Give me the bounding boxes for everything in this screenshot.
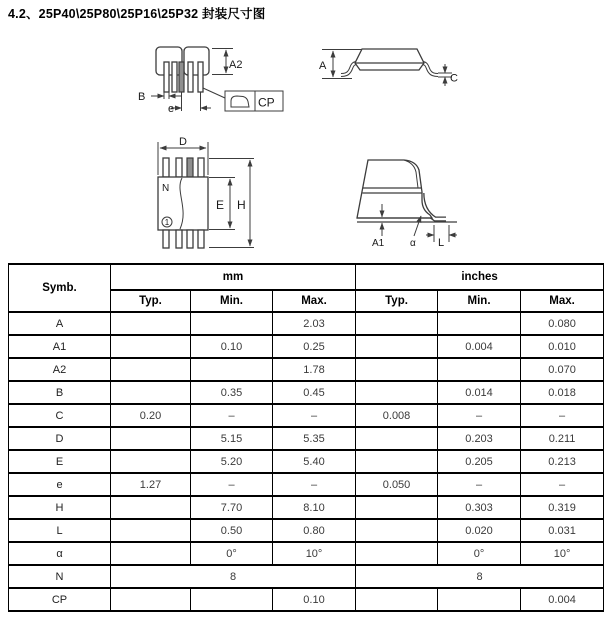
dim-label-l: L bbox=[438, 237, 445, 249]
lead-pin bbox=[163, 158, 169, 177]
value-cell: 0.213 bbox=[521, 450, 604, 473]
value-cell: 8.10 bbox=[273, 496, 356, 519]
value-cell bbox=[111, 358, 191, 381]
value-cell bbox=[356, 427, 438, 450]
symbol-cell: D bbox=[9, 427, 111, 450]
pin-end-view-drawing bbox=[125, 38, 290, 118]
value-cell: 5.20 bbox=[191, 450, 273, 473]
value-cell bbox=[111, 312, 191, 335]
header-max-inches: Max. bbox=[521, 290, 604, 312]
value-cell bbox=[191, 312, 273, 335]
side-view-drawing bbox=[305, 38, 460, 100]
lead-pin bbox=[188, 62, 193, 92]
table-row bbox=[9, 496, 604, 519]
value-cell: 0° bbox=[191, 542, 273, 565]
dim-label-c: C bbox=[450, 72, 458, 85]
value-cell bbox=[356, 312, 438, 335]
header-symb: Symb. bbox=[9, 264, 111, 312]
value-cell: 5.35 bbox=[273, 427, 356, 450]
dim-label-alpha: α bbox=[410, 238, 416, 249]
value-cell: – bbox=[521, 404, 604, 427]
symbol-cell: E bbox=[9, 450, 111, 473]
value-cell: 0.070 bbox=[521, 358, 604, 381]
dimension-table-header bbox=[9, 264, 604, 312]
section-title: 4.2、25P40\25P80\25P16\25P32 封装尺寸图 bbox=[8, 7, 266, 21]
symbol-cell: CP bbox=[9, 588, 111, 611]
value-cell bbox=[111, 519, 191, 542]
value-cell: 0.50 bbox=[191, 519, 273, 542]
value-cell: 0.010 bbox=[521, 335, 604, 358]
header-max-mm: Max. bbox=[273, 290, 356, 312]
symbol-cell: α bbox=[9, 542, 111, 565]
value-cell: 0.10 bbox=[273, 588, 356, 611]
value-cell: 0° bbox=[438, 542, 521, 565]
lead-pin-shaded bbox=[179, 62, 184, 92]
symbol-cell: L bbox=[9, 519, 111, 542]
symbol-cell: H bbox=[9, 496, 111, 519]
value-cell: 5.15 bbox=[191, 427, 273, 450]
header-typ-inches: Typ. bbox=[356, 290, 438, 312]
value-cell bbox=[111, 427, 191, 450]
value-cell: 0.008 bbox=[356, 404, 438, 427]
value-cell: 0.018 bbox=[521, 381, 604, 404]
value-cell bbox=[356, 542, 438, 565]
value-cell: – bbox=[273, 473, 356, 496]
top-view-drawing bbox=[140, 125, 260, 255]
symbol-cell: A1 bbox=[9, 335, 111, 358]
lead-pin bbox=[198, 158, 204, 177]
value-cell: 0.004 bbox=[521, 588, 604, 611]
value-cell: – bbox=[521, 473, 604, 496]
value-cell bbox=[111, 496, 191, 519]
value-cell: 0.080 bbox=[521, 312, 604, 335]
table-row bbox=[9, 312, 604, 335]
value-cell bbox=[356, 450, 438, 473]
value-cell bbox=[111, 335, 191, 358]
dim-label-a2: A2 bbox=[229, 59, 243, 71]
dim-label-e: e bbox=[168, 103, 175, 115]
value-cell: – bbox=[438, 473, 521, 496]
value-cell: 0.80 bbox=[273, 519, 356, 542]
symbol-cell: C bbox=[9, 404, 111, 427]
lead-pin bbox=[187, 230, 193, 248]
value-cell: 2.03 bbox=[273, 312, 356, 335]
value-cell bbox=[111, 450, 191, 473]
lead-pin bbox=[198, 230, 204, 248]
dim-label-a1: A1 bbox=[372, 238, 385, 249]
table-row bbox=[9, 588, 604, 611]
value-cell bbox=[356, 381, 438, 404]
lead-pin bbox=[172, 62, 177, 92]
value-cell bbox=[191, 358, 273, 381]
header-min-inches: Min. bbox=[438, 290, 521, 312]
header-min-mm: Min. bbox=[191, 290, 273, 312]
value-cell: 10° bbox=[521, 542, 604, 565]
value-cell bbox=[356, 588, 438, 611]
table-row bbox=[9, 473, 604, 496]
table-row bbox=[9, 450, 604, 473]
value-cell: 0.004 bbox=[438, 335, 521, 358]
value-cell: – bbox=[191, 404, 273, 427]
value-cell bbox=[356, 496, 438, 519]
value-cell: 0.319 bbox=[521, 496, 604, 519]
header-mm: mm bbox=[111, 264, 356, 290]
seating-plane-symbol bbox=[231, 96, 249, 107]
table-row bbox=[9, 519, 604, 542]
value-cell: 0.211 bbox=[521, 427, 604, 450]
package-body bbox=[355, 49, 424, 70]
value-cell bbox=[356, 519, 438, 542]
pin-count-label: N bbox=[162, 183, 170, 194]
value-cell: 0.35 bbox=[191, 381, 273, 404]
value-cell: 5.40 bbox=[273, 450, 356, 473]
value-cell bbox=[356, 358, 438, 381]
lead-pin bbox=[176, 158, 182, 177]
value-cell: 0.10 bbox=[191, 335, 273, 358]
package-body bbox=[357, 160, 432, 218]
value-cell: – bbox=[191, 473, 273, 496]
value-cell: 0.45 bbox=[273, 381, 356, 404]
value-cell bbox=[438, 588, 521, 611]
value-cell-merged: 8 bbox=[356, 565, 604, 588]
table-row bbox=[9, 427, 604, 450]
symbol-cell: B bbox=[9, 381, 111, 404]
table-row bbox=[9, 335, 604, 358]
lead-detail-drawing bbox=[350, 148, 470, 262]
value-cell: 0.203 bbox=[438, 427, 521, 450]
value-cell: 1.78 bbox=[273, 358, 356, 381]
value-cell: 10° bbox=[273, 542, 356, 565]
symbol-cell: A bbox=[9, 312, 111, 335]
header-typ-mm: Typ. bbox=[111, 290, 191, 312]
value-cell: 7.70 bbox=[191, 496, 273, 519]
dim-label-h: H bbox=[237, 198, 246, 212]
dim-label-d: D bbox=[179, 136, 187, 148]
value-cell: – bbox=[438, 404, 521, 427]
value-cell bbox=[191, 588, 273, 611]
dim-label-a: A bbox=[319, 60, 327, 72]
value-cell: 0.20 bbox=[111, 404, 191, 427]
value-cell bbox=[356, 335, 438, 358]
value-cell bbox=[111, 588, 191, 611]
table-row bbox=[9, 381, 604, 404]
value-cell bbox=[438, 358, 521, 381]
pin1-label: 1 bbox=[164, 218, 170, 227]
value-cell: 0.020 bbox=[438, 519, 521, 542]
value-cell: – bbox=[273, 404, 356, 427]
lead-pin bbox=[163, 230, 169, 248]
lead-pin bbox=[176, 230, 182, 248]
symbol-cell: e bbox=[9, 473, 111, 496]
table-row bbox=[9, 542, 604, 565]
dim-label-cp: CP bbox=[258, 95, 275, 110]
value-cell bbox=[111, 381, 191, 404]
value-cell: 0.050 bbox=[356, 473, 438, 496]
value-cell: 1.27 bbox=[111, 473, 191, 496]
lead-pin bbox=[164, 62, 169, 92]
value-cell bbox=[438, 312, 521, 335]
value-cell: 0.031 bbox=[521, 519, 604, 542]
lead-pin bbox=[198, 62, 203, 92]
value-cell-merged: 8 bbox=[111, 565, 356, 588]
table-row bbox=[9, 404, 604, 427]
header-inches: inches bbox=[356, 264, 604, 290]
dimension-table-body bbox=[9, 312, 604, 611]
value-cell: 0.303 bbox=[438, 496, 521, 519]
value-cell: 0.014 bbox=[438, 381, 521, 404]
lead-pin-shaded bbox=[187, 158, 193, 177]
table-row bbox=[9, 565, 604, 588]
dim-label-b: B bbox=[138, 91, 146, 103]
symbol-cell: N bbox=[9, 565, 111, 588]
value-cell: 0.205 bbox=[438, 450, 521, 473]
dim-label-e-body: E bbox=[216, 198, 225, 212]
dimension-table bbox=[8, 263, 604, 612]
table-row bbox=[9, 358, 604, 381]
value-cell bbox=[111, 542, 191, 565]
value-cell: 0.25 bbox=[273, 335, 356, 358]
symbol-cell: A2 bbox=[9, 358, 111, 381]
